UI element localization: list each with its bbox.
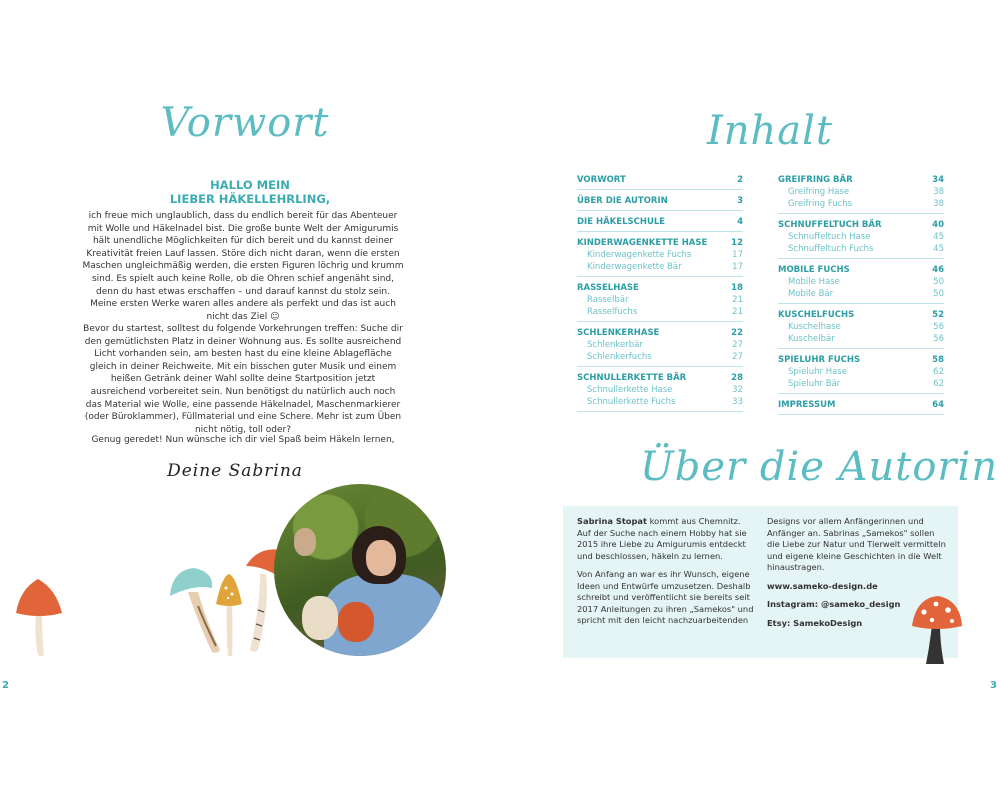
toc-separator xyxy=(577,366,743,367)
toc-sub-page: 33 xyxy=(732,397,743,407)
toc-main-row[interactable] xyxy=(577,372,743,384)
toc-entry xyxy=(778,399,944,415)
toc-sub-page: 27 xyxy=(732,352,743,362)
toc-entry-title: RASSELHASE xyxy=(577,283,639,293)
toc-entry-title: DIE HÄKELSCHULE xyxy=(577,217,666,227)
page-number-left: 2 xyxy=(2,680,9,691)
author-column-1 xyxy=(577,516,755,634)
author-name: Sabrina Stopat xyxy=(577,516,647,526)
toc-main-row[interactable] xyxy=(778,399,944,411)
foreword-paragraph-3: Genug geredet! Nun wünsche ich dir viel Spaß beim Häkeln lernen, xyxy=(91,435,395,445)
toc-entry-page: 64 xyxy=(932,400,944,410)
toc-main-row[interactable] xyxy=(577,282,743,294)
toc-sub-row[interactable] xyxy=(577,306,743,318)
toc-separator xyxy=(577,189,743,190)
toc-sub-title: Greifring Hase xyxy=(788,187,850,197)
toc-separator xyxy=(577,411,743,412)
toc-entry-page: 3 xyxy=(737,196,743,206)
toc-separator xyxy=(577,321,743,322)
toc-separator xyxy=(778,213,944,214)
toc-column-right xyxy=(778,174,944,420)
toc-main-row[interactable] xyxy=(577,237,743,249)
toc-entry xyxy=(577,372,743,412)
toc-sub-row[interactable] xyxy=(778,288,944,300)
toc-entry-page: 12 xyxy=(731,238,743,248)
author-intro-text: kommt aus Chemnitz. Auf der Suche nach einem Hobby hat sie 2015 ihre Liebe zu Amigurumis entdeckt und beschlossen, häkeln zu lernen. xyxy=(577,516,747,561)
toc-entry-page: 28 xyxy=(731,373,743,383)
toc-sub-title: Kinderwagenkette Fuchs xyxy=(587,250,692,260)
vorwort-title: Vorwort xyxy=(160,100,330,146)
toc-entry xyxy=(577,195,743,211)
toc-main-row[interactable] xyxy=(577,174,743,186)
toc-separator xyxy=(577,276,743,277)
toc-entry-title: ÜBER DIE AUTORIN xyxy=(577,196,668,206)
toc-title: Inhalt xyxy=(706,108,834,154)
toc-entry-page: 58 xyxy=(932,355,944,365)
toc-entry xyxy=(778,174,944,214)
toc-sub-title: Rasselbär xyxy=(587,295,629,305)
toc-entry-page: 52 xyxy=(932,310,944,320)
toc-sub-page: 45 xyxy=(933,244,944,254)
toc-entry-page: 18 xyxy=(731,283,743,293)
toc-sub-row[interactable] xyxy=(778,366,944,378)
toc-sub-page: 62 xyxy=(933,367,944,377)
toc-entry xyxy=(778,219,944,259)
toy-fox xyxy=(338,602,374,642)
toc-entry xyxy=(577,327,743,367)
toc-separator xyxy=(577,210,743,211)
toc-sub-page: 45 xyxy=(933,232,944,242)
toc-entry-title: KINDERWAGENKETTE HASE xyxy=(577,238,708,248)
toc-entry-title: SCHLENKERHASE xyxy=(577,328,660,338)
greeting-line-1: HALLO MEIN xyxy=(210,178,290,192)
signature: Deine Sabrina xyxy=(167,461,303,481)
toc-sub-page: 50 xyxy=(933,289,944,299)
toc-sub-title: Rasselfuchs xyxy=(587,307,638,317)
toc-sub-page: 56 xyxy=(933,322,944,332)
instagram-link[interactable]: Instagram: @sameko_design xyxy=(767,599,901,609)
toc-main-row[interactable] xyxy=(577,327,743,339)
toc-sub-row[interactable] xyxy=(577,339,743,351)
toc-sub-page: 38 xyxy=(933,187,944,197)
toc-sub-page: 50 xyxy=(933,277,944,287)
author-paragraph-2: Von Anfang an war es ihr Wunsch, eigene Ideen und Entwürfe umzusetzen. Deshalb schreibt und veröffentlicht sie bereits seit 2017 Anleitungen zu ihren „Samekos" und spricht mit den leicht nachzuarbeitenden xyxy=(577,569,754,625)
photo-face xyxy=(366,540,396,576)
toc-sub-row[interactable] xyxy=(778,243,944,255)
toc-separator xyxy=(778,258,944,259)
toc-entry-title: IMPRESSUM xyxy=(778,400,836,410)
author-intro xyxy=(577,516,755,562)
toc-sub-page: 17 xyxy=(732,262,743,272)
toc-sub-row[interactable] xyxy=(577,396,743,408)
toc-sub-title: Kuschelbär xyxy=(788,334,835,344)
toc-sub-title: Schnuffeltuch Fuchs xyxy=(788,244,874,254)
toc-sub-page: 21 xyxy=(732,295,743,305)
toc-separator xyxy=(778,414,944,415)
toc-main-row[interactable] xyxy=(778,174,944,186)
toc-sub-title: Schlenkerbär xyxy=(587,340,643,350)
toc-main-row[interactable] xyxy=(577,216,743,228)
author-photo xyxy=(274,484,446,656)
toc-entry-title: MOBILE FUCHS xyxy=(778,265,850,275)
toc-sub-row[interactable] xyxy=(778,276,944,288)
toc-main-row[interactable] xyxy=(778,264,944,276)
toc-sub-row[interactable] xyxy=(577,249,743,261)
toc-entry-page: 2 xyxy=(737,175,743,185)
toc-sub-page: 56 xyxy=(933,334,944,344)
toc-sub-page: 62 xyxy=(933,379,944,389)
greeting-heading xyxy=(150,178,350,206)
toc-sub-page: 17 xyxy=(732,250,743,260)
toc-entry-page: 4 xyxy=(737,217,743,227)
toc-separator xyxy=(778,303,944,304)
toc-entry-title: VORWORT xyxy=(577,175,626,185)
page-number-right: 3 xyxy=(990,680,997,691)
toc-sub-title: Schlenkerfuchs xyxy=(587,352,652,362)
toc-sub-page: 38 xyxy=(933,199,944,209)
toc-entry-page: 34 xyxy=(932,175,944,185)
toc-entry xyxy=(577,174,743,190)
toc-sub-row[interactable] xyxy=(577,351,743,363)
toc-entry xyxy=(577,237,743,277)
toc-entry-title: GREIFRING BÄR xyxy=(778,175,853,185)
toc-entry-title: SCHNULLERKETTE BÄR xyxy=(577,373,687,383)
toc-sub-row[interactable] xyxy=(577,294,743,306)
toc-entry xyxy=(577,216,743,232)
toc-main-row[interactable] xyxy=(778,309,944,321)
toc-entry-title: SPIELUHR FUCHS xyxy=(778,355,861,365)
toc-sub-title: Schnullerkette Hase xyxy=(587,385,673,395)
toc-sub-title: Spieluhr Bär xyxy=(788,379,841,389)
mushroom-icon xyxy=(12,575,66,659)
toc-entry xyxy=(577,282,743,322)
toc-sub-title: Mobile Bär xyxy=(788,289,834,299)
toy-figure xyxy=(294,528,316,556)
foreword-paragraph-1: ich freue mich unglaublich, dass du endlich bereit für das Abenteuer mit Wolle und Häkelnadel bist. Die große bunte Welt der Amigurumis hält unendliche Möglichkeiten für dich bereit und du kannst deiner Kreativität freien Lauf lassen. Störe dich nicht daran, wenn die ersten Maschen ungleichmäßig werden, die ersten Figuren löchrig und krumm sind. Es spielt auch keine Rolle, ob die Ohren schief angenäht sind, denn du hast etwas erschaffen – und darauf kannst du stolz sein. Meine ersten Werke waren alles andere als perfekt und das ist auch nicht das Ziel ☺ xyxy=(82,211,404,322)
toc-sub-title: Spieluhr Hase xyxy=(788,367,847,377)
toc-entry-title: SCHNUFFELTUCH BÄR xyxy=(778,220,882,230)
toc-sub-title: Greifring Fuchs xyxy=(788,199,853,209)
toc-entry-page: 40 xyxy=(932,220,944,230)
toc-main-row[interactable] xyxy=(778,219,944,231)
toc-entry-page: 22 xyxy=(731,328,743,338)
toc-entry xyxy=(778,264,944,304)
website-link[interactable]: www.sameko-design.de xyxy=(767,580,878,591)
toc-sub-row[interactable] xyxy=(778,186,944,198)
toc-sub-page: 21 xyxy=(732,307,743,317)
toc-sub-row[interactable] xyxy=(778,321,944,333)
toc-sub-row[interactable] xyxy=(577,261,743,273)
toc-entry-title: KUSCHELFUCHS xyxy=(778,310,855,320)
toc-entry-page: 46 xyxy=(932,265,944,275)
toc-separator xyxy=(778,348,944,349)
toc-column-left xyxy=(577,174,743,417)
toc-sub-title: Mobile Hase xyxy=(788,277,840,287)
toc-entry xyxy=(778,309,944,349)
toc-sub-page: 32 xyxy=(732,385,743,395)
toc-sub-row[interactable] xyxy=(577,384,743,396)
fly-agaric-icon xyxy=(910,594,964,668)
author-paragraph-3: Designs vor allem Anfängerinnen und Anfänger an. Sabrinas „Samekos" sollen die Liebe zur Natur und Tierwelt vermitteln und eigene kleine Geschichten in die Welt hinaustragen. xyxy=(767,516,946,572)
toc-main-row[interactable] xyxy=(778,354,944,366)
toc-sub-title: Schnuffeltuch Hase xyxy=(788,232,871,242)
etsy-link[interactable]: Etsy: SamekoDesign xyxy=(767,617,863,628)
toc-sub-row[interactable] xyxy=(778,378,944,390)
toc-separator xyxy=(778,393,944,394)
toc-entry xyxy=(778,354,944,394)
toc-sub-title: Kuschelhase xyxy=(788,322,841,332)
toc-sub-page: 27 xyxy=(732,340,743,350)
toc-sub-row[interactable] xyxy=(778,231,944,243)
toc-sub-title: Schnullerkette Fuchs xyxy=(587,397,676,407)
greeting-line-2: LIEBER HÄKELLEHRLING, xyxy=(169,192,331,206)
toc-sub-title: Kinderwagenkette Bär xyxy=(587,262,682,272)
toc-sub-row[interactable] xyxy=(778,333,944,345)
toc-separator xyxy=(577,231,743,232)
toc-main-row[interactable] xyxy=(577,195,743,207)
foreword-paragraph-2: Bevor du startest, solltest du folgende Vorkehrungen treffen: Suche dir den gemütlichsten Platz in deiner Wohnung aus. Es sollte ausreichend Licht vorhanden sein, am besten hast du eine kleine Ablagefläche gleich in deiner Reichweite. Mit ein bisschen guter Musik und einem heißen Getränk deiner Wahl sollte deine Startposition jetzt ausreichend vorbereitet sein. Nun benötigst du natürlich auch noch das Material wie Wolle, eine passende Häkelnadel, Maschenmarkierer (oder Büroklammer), Füllmaterial und eine Schere. Mehr ist zum Üben nicht nötig, toll oder? xyxy=(83,324,403,435)
toc-sub-row[interactable] xyxy=(778,198,944,210)
toy-bunny xyxy=(302,596,338,640)
author-section-title: Über die Autorin xyxy=(640,444,999,490)
author-box xyxy=(563,506,958,658)
